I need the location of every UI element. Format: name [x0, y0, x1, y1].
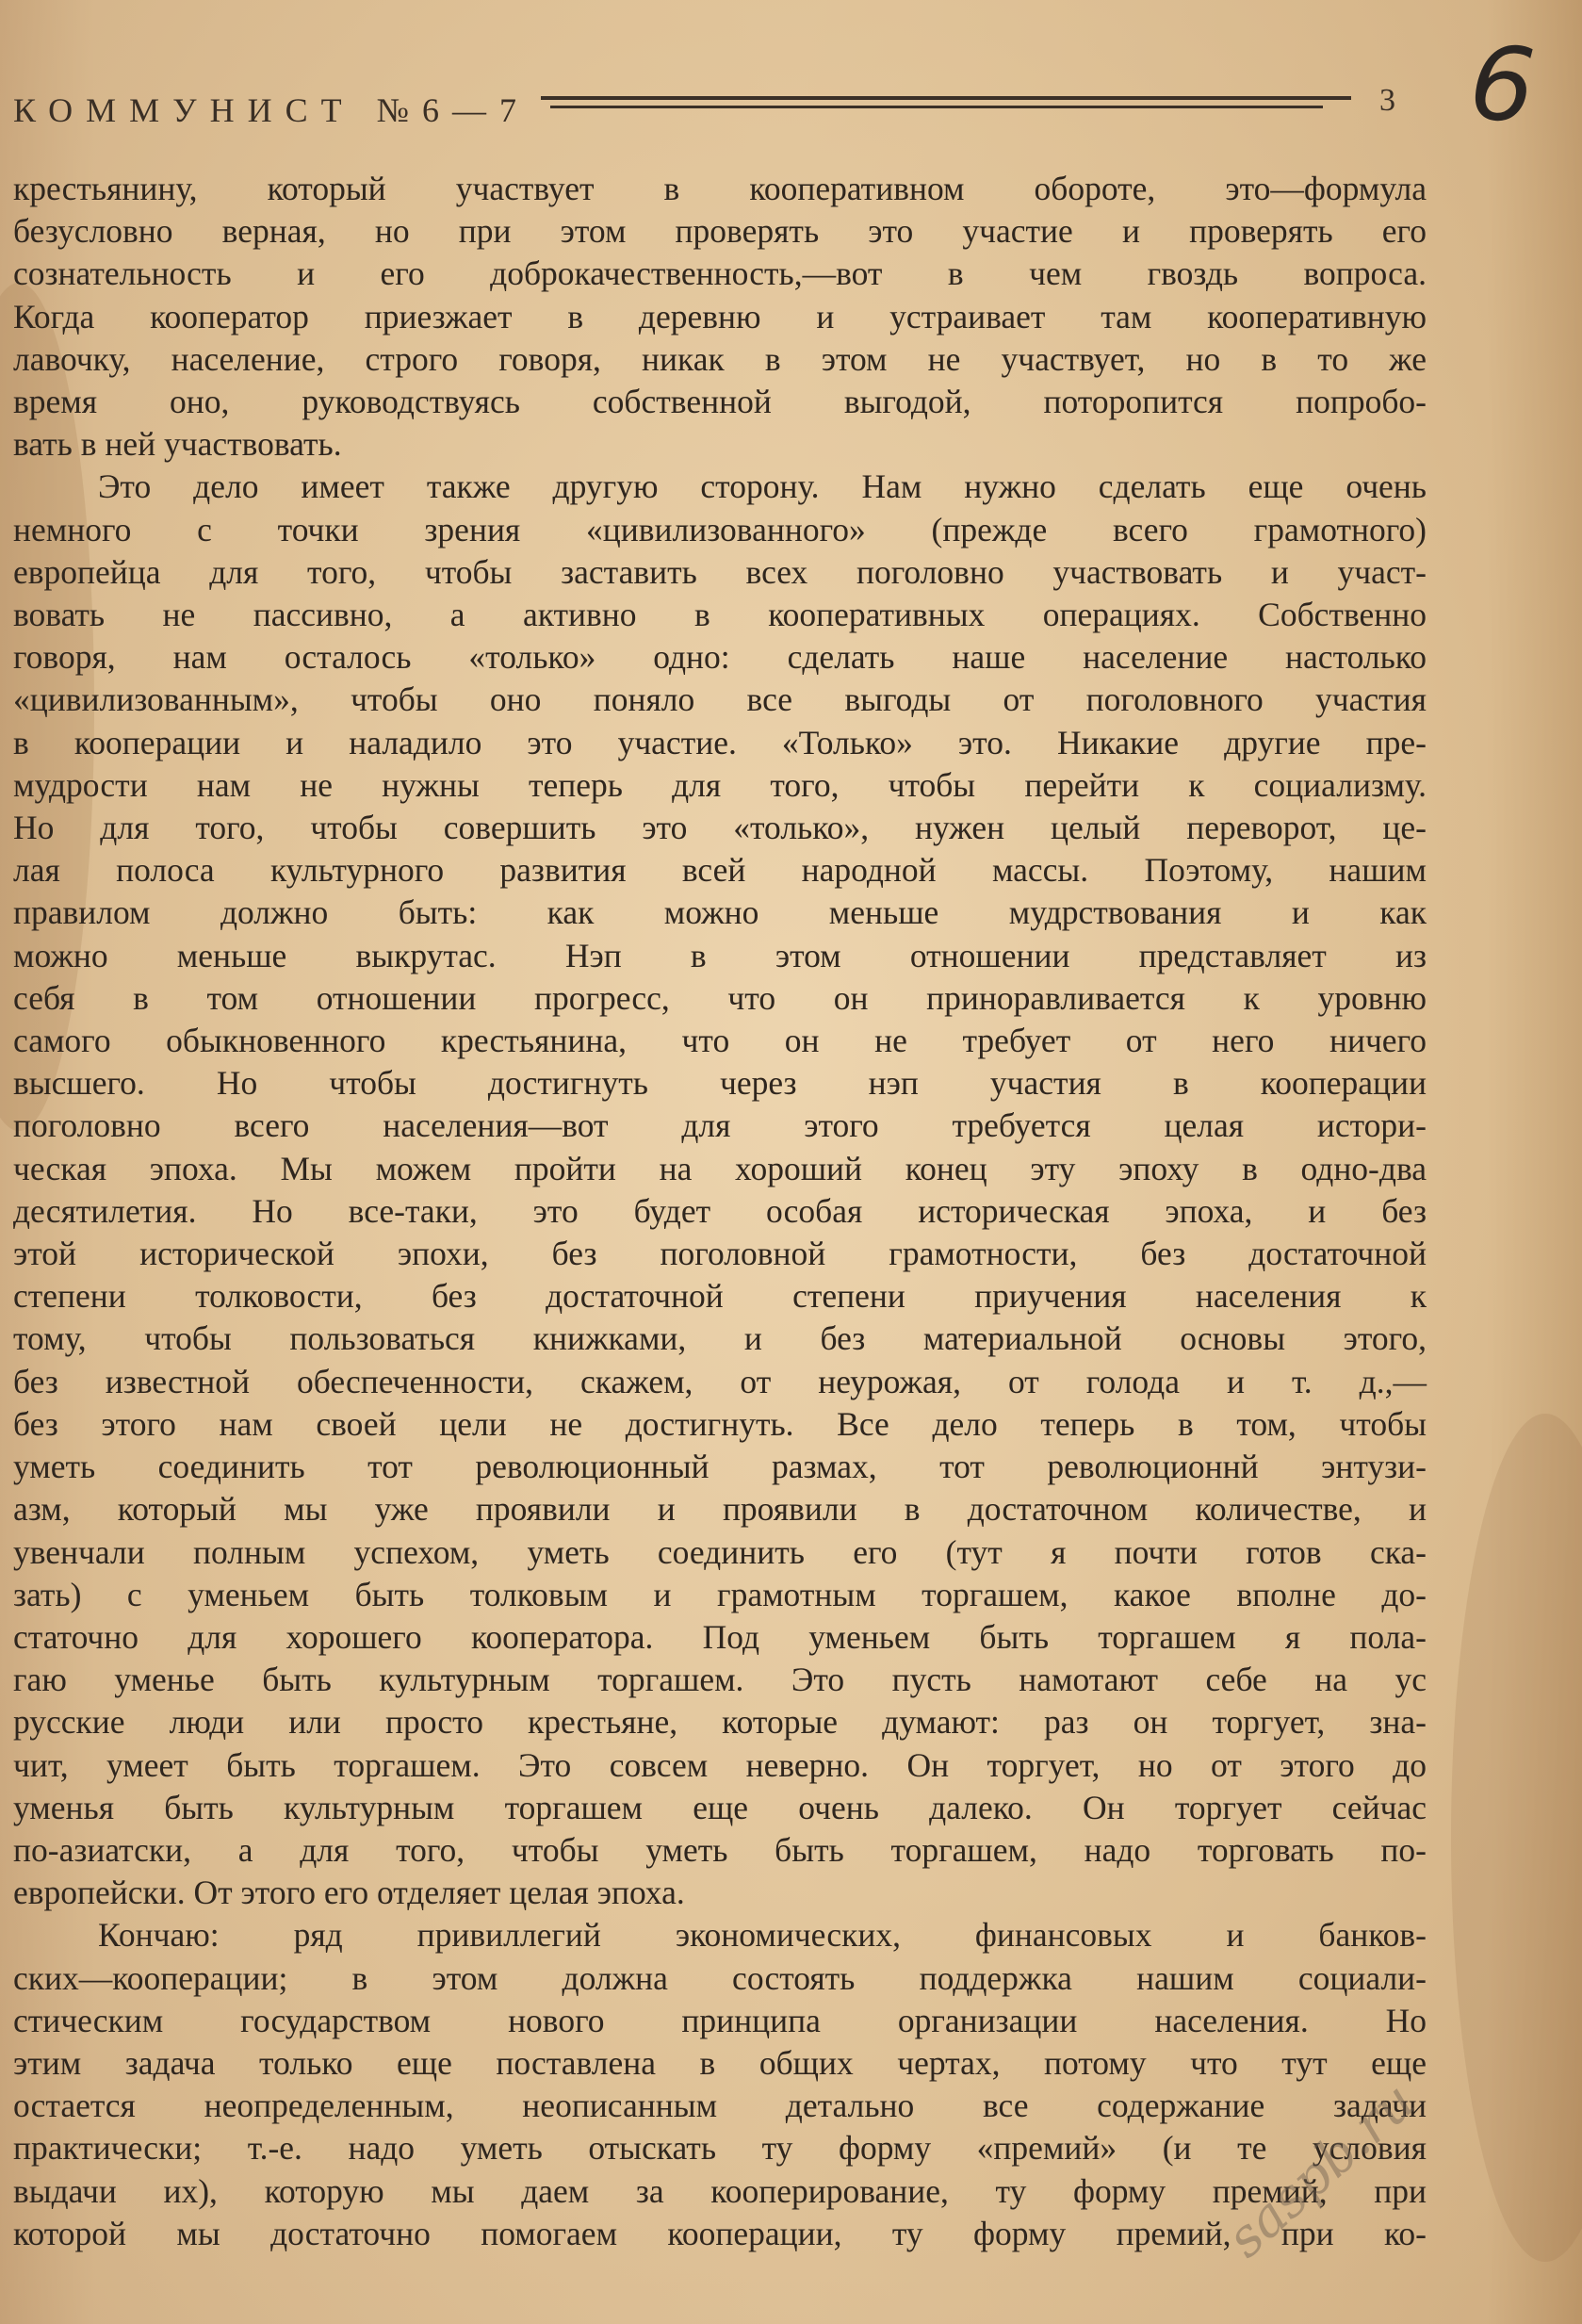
text-line: без этого нам своей цели не достигнуть. Все дело теперь в том, чтобы — [13, 1404, 1427, 1443]
text-line: вать в ней участвовать. — [13, 425, 342, 464]
text-line: сознательность и его доброкачественность,—вот в чем гвоздь вопроса. — [13, 254, 1427, 293]
text-line: уменья быть культурным торгашем еще очень далеко. Он торгует сейчас — [13, 1788, 1427, 1826]
text-line: увенчали полным успехом, уметь соединить его (тут я почти готов ска- — [13, 1532, 1427, 1571]
text-line: этой исторической эпохи, без поголовной грамотности, без достаточной — [13, 1235, 1427, 1273]
text-line: время оно, руководствуясь собственной выгодой, поторопится попробо- — [13, 383, 1427, 421]
text-line: которой мы достаточно помогаем кооперации, ту форму премий, при ко- — [13, 2214, 1427, 2252]
text-line: выдачи их), которую мы даем за кооперирование, ту форму премий, при — [13, 2171, 1427, 2210]
text-line: чит, умеет быть торгашем. Это совсем неверно. Он торгует, но от этого до — [13, 1745, 1427, 1784]
text-line: говоря, нам осталось «только» одно: сделать наше население настолько — [13, 638, 1427, 677]
text-line: уметь соединить тот революционный размах, тот революционнй энтузи- — [13, 1448, 1427, 1486]
journal-title: КОММУНИСТ №6—7 — [13, 91, 530, 129]
text-line: этим задача только еще поставлена в общих чертах, потому что тут еще — [13, 2043, 1427, 2082]
text-line: поголовно всего населения—вот для этого требуется целая истори- — [13, 1106, 1427, 1145]
text-line: без известной обеспеченности, скажем, от неурожая, от голода и т. д.,— — [13, 1362, 1427, 1400]
text-line: «цивилизованным», чтобы оно поняло все выгоды от поголовного участия — [13, 680, 1427, 719]
text-line: правилом должно быть: как можно меньше мудрствования и как — [13, 893, 1427, 932]
text-line: степени толковости, без достаточной степени приучения населения к — [13, 1277, 1427, 1316]
text-line: немного с точки зрения «цивилизованного» (прежде всего грамотного) — [13, 510, 1427, 548]
text-line: высшего. Но чтобы достигнуть через нэп участия в кооперации — [13, 1064, 1427, 1103]
text-line: зать) с уменьем быть толковым и грамотным торгашем, какое вполне до- — [13, 1575, 1427, 1613]
text-line: ских—кооперации; в этом должна состоять поддержка нашим социали- — [13, 1958, 1427, 1997]
text-line: гаю уменье быть культурным торгашем. Это пусть намотают себе на ус — [13, 1661, 1427, 1699]
text-line: крестьянину, который участвует в кооперативном обороте, это—формула — [13, 170, 1427, 207]
text-line: остается неопределенным, неописанным детально все содержание задачи — [13, 2087, 1427, 2125]
text-line: можно меньше выкрутас. Нэп в этом отношении представляет из — [13, 936, 1427, 974]
text-line: вовать не пассивно, а активно в кооперативных операциях. Собственно — [13, 596, 1427, 634]
text-line: безусловно верная, но при этом проверять это участие и проверять его — [13, 212, 1427, 251]
text-line: лая полоса культурного развития всей народной массы. Поэтому, нашим — [13, 851, 1427, 890]
watermark: saspb.ru — [1215, 2070, 1427, 2270]
article-body — [13, 168, 1427, 2255]
text-line: тому, чтобы пользоваться книжками, и без материальной основы этого, — [13, 1319, 1427, 1358]
text-line: русские люди или просто крестьяне, которые думают: раз он торгует, зна- — [13, 1703, 1427, 1742]
page-header — [13, 83, 1445, 139]
handwritten-page-number: 6 — [1465, 24, 1539, 147]
text-line: ческая эпоха. Мы можем пройти на хороший конец эту эпоху в одно-два — [13, 1149, 1427, 1187]
text-line: Но для того, чтобы совершить это «только», нужен целый переворот, це- — [13, 809, 1427, 847]
header-rule — [541, 96, 1351, 115]
text-line: практически; т.-е. надо уметь отыскать ту форму «премий» (и те условия — [13, 2129, 1427, 2168]
text-line: Кончаю: ряд привиллегий экономических, финансовых и банков- — [98, 1916, 1427, 1955]
text-line: Когда кооператор приезжает в деревню и устраивает там кооперативную — [13, 297, 1427, 336]
page-number: 3 — [1379, 83, 1395, 118]
text-line: по-азиатски, а для того, чтобы уметь быть торгашем, надо торговать по- — [13, 1830, 1427, 1869]
text-line: лавочку, население, строго говоря, никак в этом не участвует, но в то же — [13, 339, 1427, 378]
text-line: Это дело имеет также другую сторону. Нам нужно сделать еще очень — [98, 467, 1427, 506]
text-line: статочно для хорошего кооператора. Под уменьем быть торгашем я пола- — [13, 1617, 1427, 1656]
text-line: мудрости нам не нужны теперь для того, чтобы перейти к социализму. — [13, 765, 1427, 804]
text-line: десятилетия. Но все-таки, это будет особая историческая эпоха, и без — [13, 1191, 1427, 1230]
text-line: себя в том отношении прогресс, что он приноравливается к уровню — [13, 978, 1427, 1017]
text-line: европейца для того, чтобы заставить всех поголовно участвовать и участ- — [13, 552, 1427, 591]
text-line: в кооперации и наладило это участие. «Только» это. Никакие другие пре- — [13, 723, 1427, 761]
text-line: самого обыкновенного крестьянина, что он не требует от него ничего — [13, 1022, 1427, 1060]
paper-stain — [1451, 1414, 1582, 2262]
text-line: стическим государством нового принципа организации населения. Но — [13, 2001, 1427, 2039]
text-line: азм, который мы уже проявили и проявили в достаточном количестве, и — [13, 1490, 1427, 1529]
text-line: европейски. От этого его отделяет целая эпоха. — [13, 1874, 685, 1912]
